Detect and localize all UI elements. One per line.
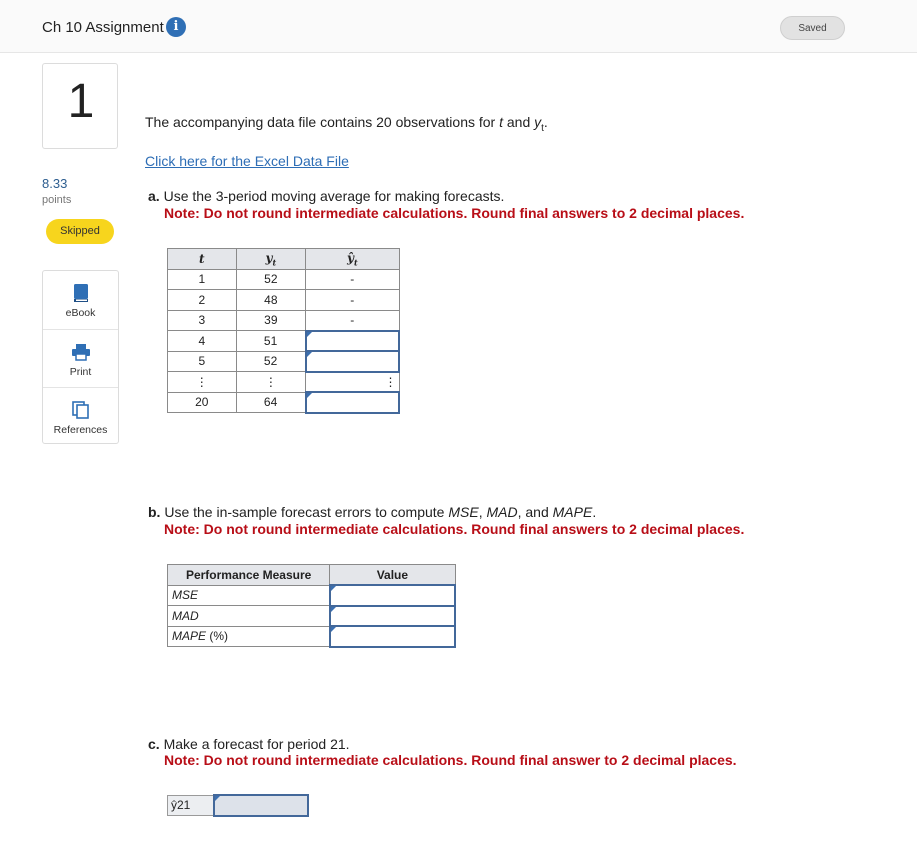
book-icon <box>71 283 91 303</box>
header-y-sub: t <box>272 256 277 267</box>
part-b-prompt <box>148 504 596 520</box>
header-yhat-sub: t <box>353 256 358 267</box>
table-row <box>168 795 309 816</box>
forecast-input-t4[interactable] <box>306 331 399 352</box>
cell-forecast: - <box>306 310 399 331</box>
cell-forecast: - <box>306 290 399 311</box>
header-y <box>236 249 306 270</box>
performance-table <box>167 564 456 648</box>
table-row <box>168 269 400 290</box>
saved-status-badge: Saved <box>780 16 845 40</box>
part-b-letter: b. <box>148 504 161 520</box>
header-t: t <box>168 249 237 270</box>
cell-t: 1 <box>168 269 237 290</box>
ebook-label: eBook <box>65 307 96 319</box>
cell-t-ellipsis: ⋮ <box>168 372 237 393</box>
cell-forecast: - <box>306 269 399 290</box>
references-button[interactable] <box>43 387 118 445</box>
cell-t: 2 <box>168 290 237 311</box>
table-row-ellipsis <box>168 372 400 393</box>
header-performance-measure: Performance Measure <box>168 565 330 586</box>
header-value: Value <box>330 565 455 586</box>
print-button[interactable] <box>43 329 118 387</box>
part-a-letter: a. <box>148 188 160 204</box>
table-row <box>168 331 400 352</box>
forecast-21-table <box>167 794 309 817</box>
references-label: References <box>53 424 108 436</box>
cell-t: 3 <box>168 310 237 331</box>
skipped-badge: Skipped <box>46 219 114 244</box>
part-b-end: . <box>592 504 597 520</box>
header-y-text: y <box>265 250 273 265</box>
question-intro <box>145 114 548 134</box>
measure-mape <box>168 626 330 647</box>
intro-y-sub: t <box>541 122 544 134</box>
measure-mad <box>168 606 330 627</box>
info-icon[interactable]: i <box>166 17 186 37</box>
table-row <box>168 626 456 647</box>
top-bar <box>0 0 917 53</box>
cell-y-ellipsis: ⋮ <box>236 372 306 393</box>
mse-input[interactable] <box>330 585 455 606</box>
print-label: Print <box>69 366 92 378</box>
part-b-mape: MAPE <box>552 504 593 520</box>
header-yhat <box>306 249 399 270</box>
cell-forecast-ellipsis: ⋮ <box>306 372 399 393</box>
points-value: 8.33 <box>42 176 68 191</box>
part-c-letter: c. <box>148 736 160 752</box>
cell-y: 51 <box>236 331 306 352</box>
print-icon <box>71 342 91 362</box>
cell-t: 20 <box>168 392 237 413</box>
measure-mse <box>168 585 330 606</box>
cell-y: 52 <box>236 351 306 372</box>
part-b-text: Use the in-sample forecast errors to compute <box>160 504 449 520</box>
measure-suffix: (%) <box>206 629 229 644</box>
cell-y: 52 <box>236 269 306 290</box>
forecast-21-input[interactable] <box>214 795 308 816</box>
cell-y: 39 <box>236 310 306 331</box>
forecast-input-t5[interactable] <box>306 351 399 372</box>
mad-input[interactable] <box>330 606 455 627</box>
part-b-and: , and <box>517 504 553 520</box>
forecast-input-t20[interactable] <box>306 392 399 413</box>
measure-name: MAPE <box>172 629 207 644</box>
question-number: 1 <box>67 75 95 128</box>
part-c-prompt <box>148 736 350 752</box>
excel-data-link[interactable]: Click here for the Excel Data File <box>145 153 349 169</box>
measure-name: MAD <box>172 608 199 623</box>
forecast-21-label: ŷ21 <box>168 795 215 816</box>
part-b-mse: MSE <box>448 504 479 520</box>
table-row <box>168 290 400 311</box>
cell-y: 64 <box>236 392 306 413</box>
performance-header-row <box>168 565 456 586</box>
part-c-note: Note: Do not round intermediate calculations. Round final answer to 2 decimal places. <box>164 752 737 768</box>
points-label: points <box>42 194 72 206</box>
tools-panel <box>42 270 119 444</box>
question-number-box <box>42 63 118 149</box>
intro-and: and <box>503 114 535 130</box>
mape-input[interactable] <box>330 626 455 647</box>
part-b-mad: MAD <box>486 504 518 520</box>
cell-t: 5 <box>168 351 237 372</box>
intro-y: y <box>534 114 542 130</box>
table-row <box>168 606 456 627</box>
intro-t: t <box>499 114 503 130</box>
table-row <box>168 392 400 413</box>
measure-name: MSE <box>172 588 199 603</box>
cell-y: 48 <box>236 290 306 311</box>
part-a-note: Note: Do not round intermediate calculations. Round final answers to 2 decimal places. <box>164 205 745 221</box>
intro-text: The accompanying data file contains 20 observations for <box>145 114 500 130</box>
part-a-prompt <box>148 188 504 204</box>
moving-average-table <box>167 248 400 414</box>
table-row <box>168 351 400 372</box>
part-b-comma: , <box>478 504 487 520</box>
part-b-note: Note: Do not round intermediate calculations. Round final answers to 2 decimal places. <box>164 521 745 537</box>
references-icon <box>71 400 91 420</box>
table-row <box>168 585 456 606</box>
part-c-text: Make a forecast for period 21. <box>159 736 350 752</box>
table-header-row <box>168 249 400 270</box>
intro-end: . <box>543 114 548 130</box>
part-a-text: Use the 3-period moving average for making forecasts. <box>159 188 505 204</box>
assignment-title: Ch 10 Assignment <box>42 19 164 36</box>
header-yhat-text: ŷ <box>346 250 354 265</box>
cell-t: 4 <box>168 331 237 352</box>
table-row <box>168 310 400 331</box>
ebook-button[interactable] <box>43 271 118 328</box>
